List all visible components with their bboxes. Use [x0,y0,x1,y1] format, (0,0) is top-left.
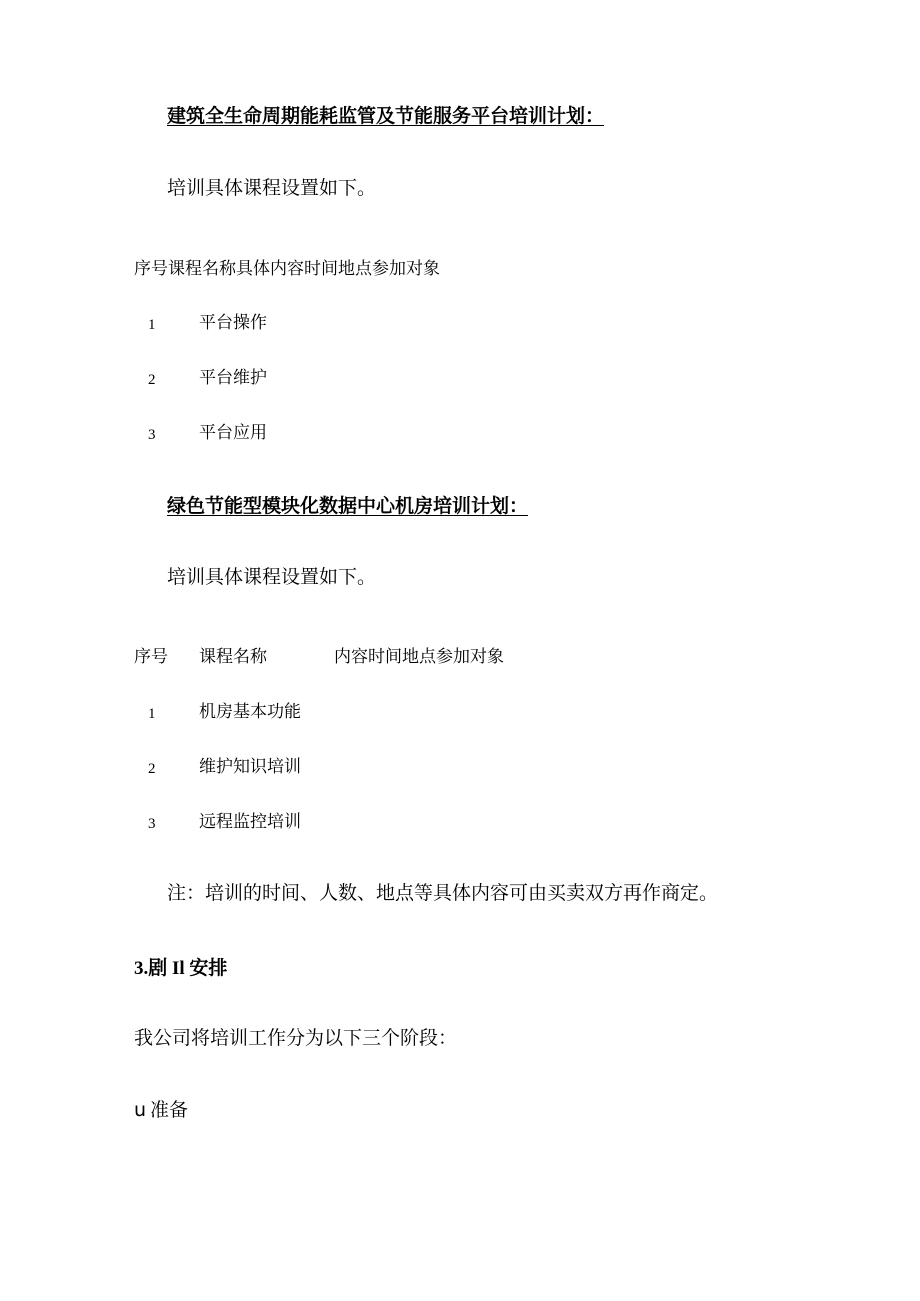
plan2-header-number: 序号 [134,647,168,667]
plan2-row-3-name: 远程监控培训 [199,812,301,832]
plan1-row-1-number: 1 [148,317,156,333]
plan2-header-rest: 内容时间地点参加对象 [334,647,504,667]
plan1-heading: 建筑全生命周期能耗监管及节能服务平台培训计划： [167,105,605,127]
stage-item [134,1101,188,1120]
plan2-heading: 绿色节能型模块化数据中心机房培训计划： [167,495,529,517]
note-text: 注：培训的时间、人数、地点等具体内容可由买卖双方再作商定。 [167,882,719,904]
plan2-row-2-name: 维护知识培训 [199,757,301,777]
section-heading [134,959,227,978]
plan2-header-course-name: 课程名称 [199,647,267,667]
plan1-row-1-name: 平台操作 [199,313,267,333]
plan1-table-header: 序号课程名称具体内容时间地点参加对象 [134,259,440,279]
plan1-row-3-name: 平台应用 [199,423,267,443]
plan2-row-1-number: 1 [148,706,156,722]
plan1-intro: 培训具体课程设置如下。 [167,177,377,199]
stage-label: 准备 [150,1099,189,1121]
plan2-row-1-name: 机房基本功能 [199,702,301,722]
section-title: 剧 Il 安排 [148,958,228,979]
stages-paragraph: 我公司将培训工作分为以下三个阶段： [134,1027,458,1049]
stage-bullet: u [134,1099,147,1121]
plan2-row-3-number: 3 [148,816,156,832]
section-number: 3. [134,958,149,979]
plan1-row-3-number: 3 [148,427,156,443]
plan1-row-2-number: 2 [148,372,156,388]
plan2-intro: 培训具体课程设置如下。 [167,566,377,588]
plan1-row-2-name: 平台维护 [199,368,267,388]
plan2-row-2-number: 2 [148,761,156,777]
